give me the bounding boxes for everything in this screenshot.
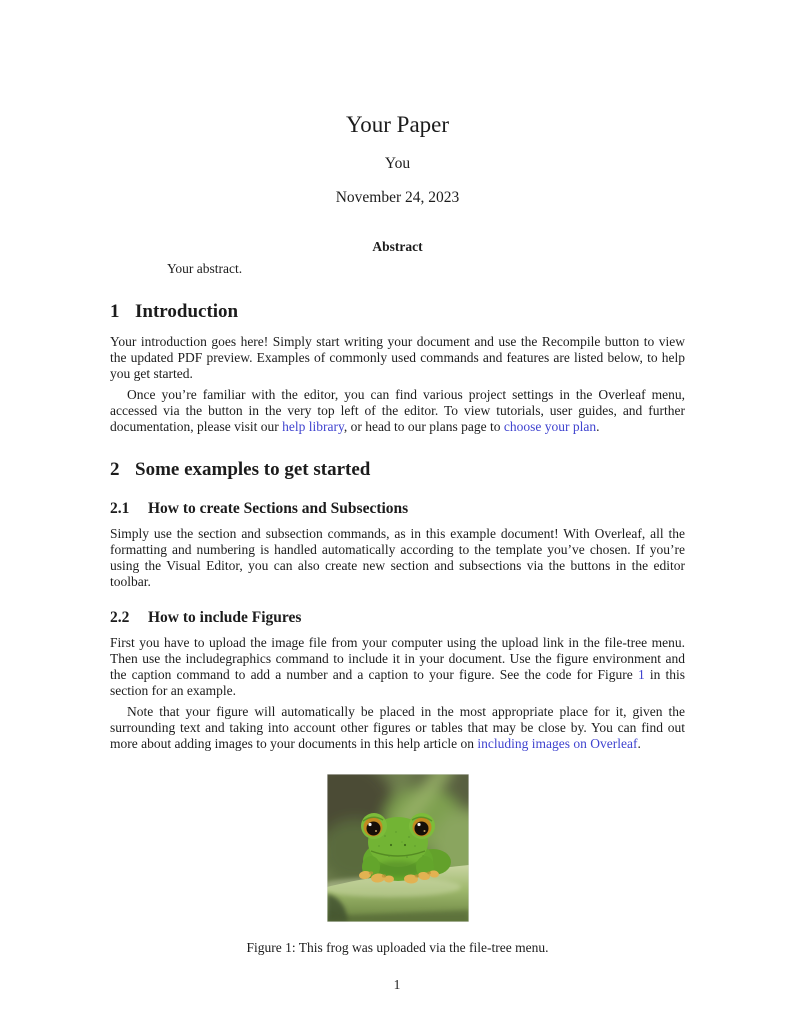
paper-title: Your Paper: [345, 112, 450, 137]
figure-1: [110, 774, 685, 956]
subsection-2-1-number: 2.1: [110, 500, 130, 518]
section-2-number: 2: [110, 459, 120, 481]
abstract-heading: Abstract: [372, 238, 423, 254]
subsection-2-1-title: How to create Sections and Subsections: [148, 500, 409, 518]
section-2-heading: [110, 460, 685, 481]
figure-1-ref-link[interactable]: 1: [637, 667, 645, 683]
intro-paragraph-2: [110, 387, 685, 435]
text-run: Once you’re familiar with the editor, you can find various project settings in the Overleaf menu, accessed via the button in the very top left of the editor. To view tutorials, user guides, and further documentation, please visit our: [110, 387, 685, 435]
section-1-heading: [110, 302, 685, 323]
including-images-link[interactable]: including images on Overleaf: [477, 736, 638, 752]
document-content: [110, 0, 685, 956]
text-run: in this section for an example.: [110, 667, 685, 699]
subsection-2-2-paragraph-1: [110, 635, 685, 699]
text-run: Note that your figure will automatically be placed in the most appropriate place for it, given the surrounding text and taking into account other figures or tables that may be close by. You can find out more about adding images to your documents in this help article on: [110, 704, 685, 752]
help-library-link[interactable]: help library: [282, 419, 344, 435]
text-run: .: [637, 736, 641, 752]
subsection-2-2-paragraph-2: [110, 704, 685, 752]
section-1-number: 1: [110, 301, 120, 323]
section-2-title: Some examples to get started: [135, 459, 371, 481]
subsection-2-2-heading: [110, 609, 685, 626]
frog-photo: [327, 774, 469, 922]
figure-1-caption: Figure 1: This frog was uploaded via the file-tree menu.: [246, 940, 549, 956]
subsection-2-2-number: 2.2: [110, 609, 130, 627]
subsection-2-1-heading: [110, 500, 685, 517]
section-1-title: Introduction: [135, 301, 239, 323]
page-number: 1: [393, 977, 401, 992]
text-run: , or head to our plans page to: [343, 419, 504, 435]
text-run: .: [596, 419, 600, 435]
paper-author: You: [384, 155, 411, 173]
choose-your-plan-link[interactable]: choose your plan: [503, 419, 597, 435]
intro-paragraph-1: Your introduction goes here! Simply start writing your document and use the Recompile button to view the updated PDF preview. Examples of commonly used commands and features are listed below, to help you get started.: [110, 334, 685, 382]
subsection-2-1-paragraph: Simply use the section and subsection commands, as in this example document! With Overleaf, all the formatting and numbering is handled automatically according to the template you’ve chosen. If you’re using the Visual Editor, you can also create new section and subsections via the buttons in the editor toolbar.: [110, 526, 685, 590]
text-run: First you have to upload the image file from your computer using the upload link in the file-tree menu. Then use the includegraphics command to include it in your document. Use the figure environment and the caption command to add a number and a caption to your figure. See the code for Figure: [110, 635, 685, 683]
abstract-text: Your abstract.: [167, 261, 243, 277]
paper-date: November 24, 2023: [335, 189, 460, 207]
subsection-2-2-title: How to include Figures: [148, 609, 302, 627]
